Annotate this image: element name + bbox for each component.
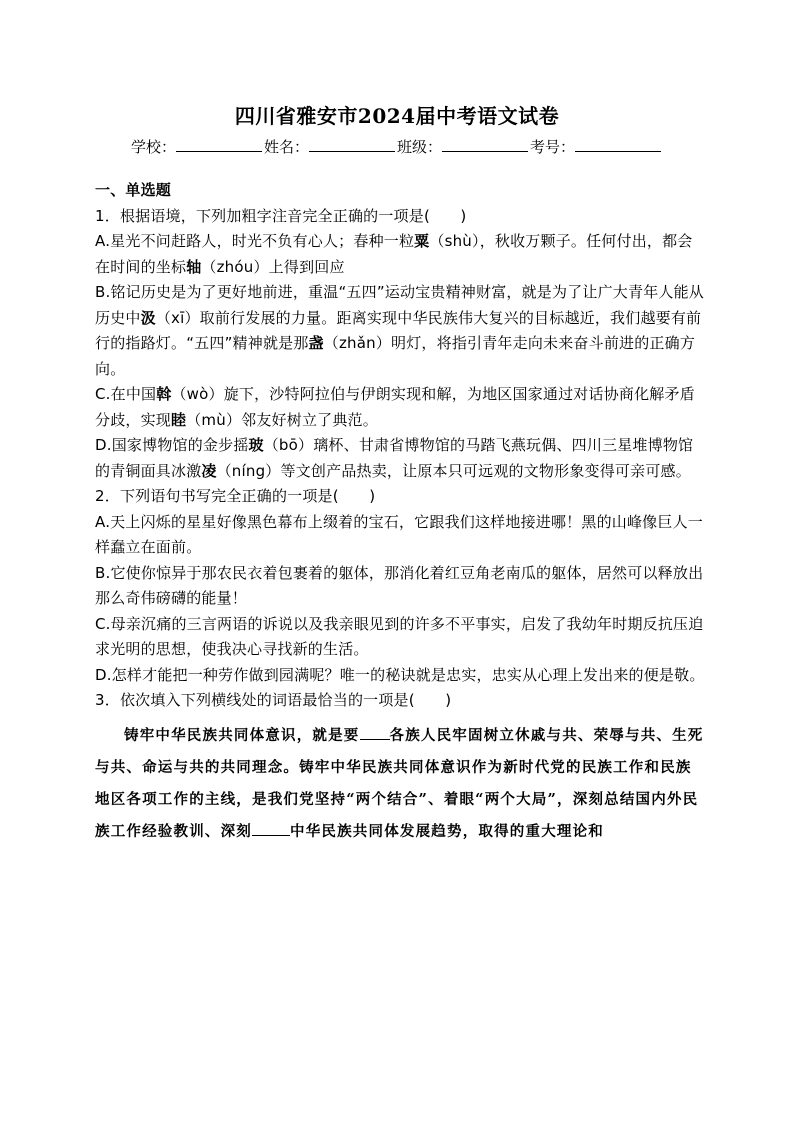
class-label: 班级： (397, 138, 443, 156)
question-1-option-c: C.在中国斡（wò）旋下，沙特阿拉伯与伊朗实现和解，为地区国家通过对话协商化解矛盾分歧，实现睦（mù）邻友好树立了典范。 (95, 385, 695, 429)
class-blank[interactable] (442, 136, 528, 152)
question-2-option-a: A.天上闪烁的星星好像黑色幕布上缀着的宝石，它跟我们这样地接进哪！黑的山峰像巨人一样蠢立在面前。 (95, 512, 703, 556)
fill-blank-2[interactable] (252, 821, 290, 836)
question-3-stem: 3．依次填入下列横线处的词语最恰当的一项是( ) (95, 691, 452, 709)
name-blank[interactable] (309, 136, 395, 152)
question-2-option-c: C.母亲沉痛的三言两语的诉说以及我亲眼见到的许多不平事实，启发了我幼年时期反抗压迫求光明的思想，使我决心寻找新的生活。 (95, 614, 704, 658)
exam-number-blank[interactable] (575, 136, 661, 152)
page-title: 四川省雅安市2024届中考语文试卷 (234, 104, 560, 128)
fill-blank-1[interactable] (360, 725, 390, 740)
question-1-stem: 1．根据语境，下列加粗字注音完全正确的一项是( ) (95, 206, 467, 225)
question-3-passage: 铸牢中华民族共同体意识，就是要 各族人民牢固树立休戚与共、荣辱与共、生死与共、命运与共的共同理念。铸牢中华民族共同体意识作为新时代党的民族工作和民族地区各项工作的主线，是我们党坚持“两个结合”、着眼“两个大局”，深刻总结国内外民族工作经验教训、深刻 中华民族共同体发展趋势，取得的重大理论和 (95, 726, 704, 840)
school-blank[interactable] (176, 136, 262, 152)
student-info-row (0, 136, 794, 157)
question-1-option-d: D.国家博物馆的金步摇玻（bō）璃杯、甘肃省博物馆的马踏飞燕玩偶、四川三星堆博物馆的青铜面具冰激凌（níng）等文创产品热卖，让原本只可远观的文物形象变得可亲可感。 (95, 436, 694, 480)
question-2-stem: 2．下列语句书写完全正确的一项是( ) (95, 487, 376, 505)
name-label: 姓名： (263, 138, 309, 156)
questions (95, 178, 707, 848)
exam-number-label: 考号： (530, 138, 576, 156)
question-2-option-d: D.怎样才能把一种劳作做到园满呢？唯一的秘诀就是忠实，忠实从心理上发出来的便是敬。 (95, 665, 705, 684)
question-1-option-b: B.铭记历史是为了更好地前进，重温“五四”运动宝贵精神财富，就是为了让广大青年人能从历史中汲（xī）取前行发展的力量。距离实现中华民族伟大复兴的目标越近，我们越要有前行的指路灯。“五四”精神就是那盏（zhǎn）明灯，将指引青年走向未来奋斗前进的正确方向。 (95, 283, 705, 378)
question-1-option-a: A.星光不问赶路人，时光不负有心人；春种一粒粟（shù），秋收万颗子。任何付出，都会在时间的坐标轴（zhóu）上得到回应 (95, 232, 693, 276)
section-title: 一、单选题 (95, 181, 172, 199)
question-2-option-b: B.它使你惊异于那农民衣着包裹着的躯体，那消化着红豆角老南瓜的躯体，居然可以释放出那么奇伟磅礴的能量！ (95, 563, 704, 607)
school-label: 学校： (130, 138, 176, 156)
